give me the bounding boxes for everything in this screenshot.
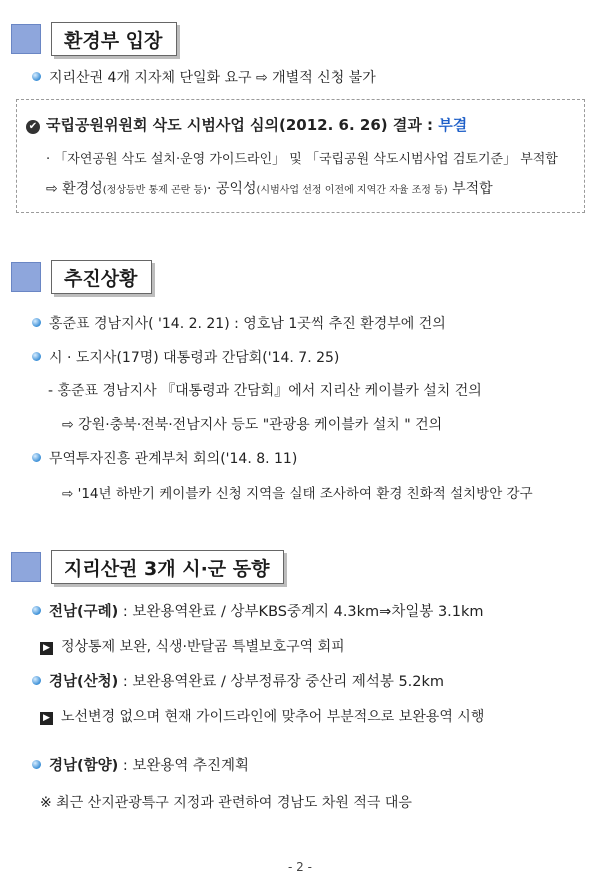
page-number: - 2 - (288, 860, 312, 874)
bullet-dot-icon (32, 72, 41, 81)
footnote: ※ 최근 산지관광특구 지정과 관련하여 경남도 차원 적극 대응 (40, 795, 412, 811)
section-marker-icon (11, 262, 41, 292)
region-item: 전남(구례) : 보완용역완료 / 상부KBS중계지 4.3km⇒차일봉 3.1km (32, 600, 484, 621)
sub-item: ⇨ '14년 하반기 케이블카 신청 지역을 실태 조사하여 환경 친화적 설치방안 강구 (62, 486, 533, 502)
bullet-dot-icon (32, 352, 41, 361)
note-marker-icon: ▶ (40, 642, 53, 655)
bullet-dot-icon (32, 760, 41, 769)
review-item: · 「자연공원 삭도 설치·운영 가이드라인」 및 「국립공원 삭도시범사업 검토기준」 부적합 (46, 152, 558, 167)
review-result: 부결 (438, 116, 468, 134)
region-name: 전남(구례) (49, 604, 119, 620)
section-title: 지리산권 3개 시·군 동향 (51, 550, 284, 584)
section-marker-icon (11, 24, 41, 54)
region-note: ▶ 정상통제 보완, 식생·반달곰 특별보호구역 회피 (40, 636, 345, 656)
note-marker-icon: ▶ (40, 712, 53, 725)
section-marker-icon (11, 552, 41, 582)
bullet-dot-icon (32, 606, 41, 615)
region-item: 경남(산청) : 보완용역완료 / 상부정류장 중산리 제석봉 5.2km (32, 670, 444, 691)
region-name: 경남(산청) (49, 674, 119, 690)
bullet-item: 무역투자진흥 관계부처 회의('14. 8. 11) (32, 448, 297, 468)
review-item: ⇨ 환경성(정상등반 통제 곤란 등)· 공익성(시범사업 선정 이전에 지역간 자율 조정 등) 부적합 (46, 181, 493, 197)
section-title: 환경부 입장 (51, 22, 177, 56)
sub-item: - 홍준표 경남지사 『대통령과 간담회』에서 지리산 케이블카 설치 건의 (48, 383, 482, 399)
region-name: 경남(함양) (49, 758, 119, 774)
check-icon: ✔ (26, 120, 40, 134)
region-item: 경남(함양) : 보완용역 추진계획 (32, 754, 249, 775)
section-title: 추진상황 (51, 260, 152, 294)
section-header-env (11, 20, 177, 58)
bullet-item: 지리산권 4개 지자체 단일화 요구 ⇨ 개별적 신청 불가 (32, 67, 376, 87)
bullet-dot-icon (32, 676, 41, 685)
section-header-progress (11, 258, 152, 296)
section-header-regions (11, 548, 284, 586)
sub-item: ⇨ 강원·충북·전북·전남지사 등도 "관광용 케이블카 설치 " 건의 (62, 417, 443, 433)
bullet-dot-icon (32, 318, 41, 327)
bullet-item: 홍준표 경남지사( '14. 2. 21) : 영호남 1곳씩 추진 환경부에 건의 (32, 313, 446, 333)
review-title: ✔ 국립공원위원회 삭도 시범사업 심의(2012. 6. 26) 결과 : 부결 (26, 114, 467, 135)
bullet-item: 시 · 도지사(17명) 대통령과 간담회('14. 7. 25) (32, 347, 339, 367)
region-note: ▶ 노선변경 없으며 현재 가이드라인에 맞추어 부분적으로 보완용역 시행 (40, 706, 484, 726)
bullet-dot-icon (32, 453, 41, 462)
